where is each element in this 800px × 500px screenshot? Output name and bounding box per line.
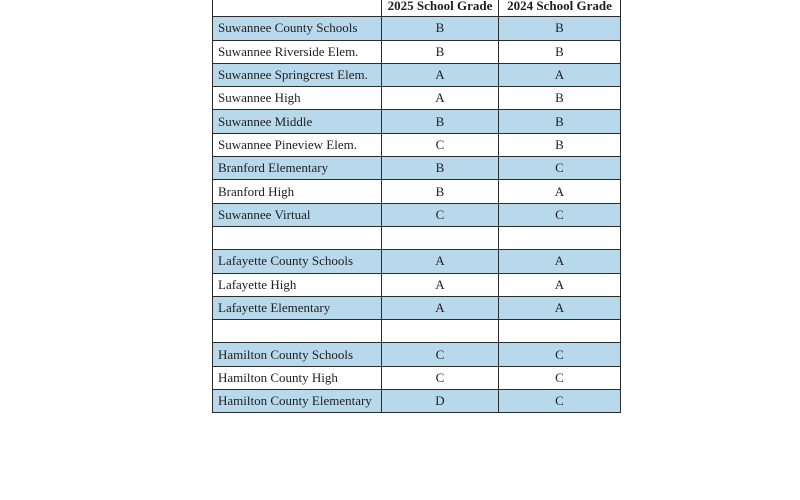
table-row: [213, 390, 621, 413]
school-name-cell: Suwannee County Schools: [213, 17, 382, 40]
school-name-cell: Hamilton County Schools: [213, 343, 382, 366]
grade-2024-cell: B: [499, 17, 621, 40]
grade-2025-cell: C: [382, 343, 499, 366]
table-body: [213, 17, 621, 413]
grade-2025-cell: B: [382, 17, 499, 40]
grade-2024-cell: C: [499, 157, 621, 180]
header-2024-grade: 2024 School Grade: [499, 0, 621, 17]
grade-2025-cell: A: [382, 296, 499, 319]
spacer-row: [213, 226, 621, 249]
table-row: [213, 250, 621, 273]
header-school-name: [213, 0, 382, 17]
grade-2025-cell: A: [382, 250, 499, 273]
grade-2025-cell: C: [382, 203, 499, 226]
table-row: [213, 203, 621, 226]
table-row: [213, 273, 621, 296]
table-row: [213, 110, 621, 133]
grade-2024-cell: B: [499, 87, 621, 110]
school-name-cell: Branford High: [213, 180, 382, 203]
grade-2025-cell: A: [382, 273, 499, 296]
grade-2024-cell: A: [499, 273, 621, 296]
grade-2025-cell: C: [382, 366, 499, 389]
school-name-cell: Suwannee Middle: [213, 110, 382, 133]
table-row: [213, 366, 621, 389]
grade-2025-cell: [382, 226, 499, 249]
grade-2024-cell: A: [499, 296, 621, 319]
table-row: [213, 87, 621, 110]
grade-2025-cell: A: [382, 63, 499, 86]
school-name-cell: Hamilton County Elementary: [213, 390, 382, 413]
table-row: [213, 296, 621, 319]
grade-2024-cell: A: [499, 63, 621, 86]
grade-2024-cell: C: [499, 390, 621, 413]
school-grades-table: [212, 0, 621, 413]
school-name-cell: [213, 226, 382, 249]
grade-2024-cell: B: [499, 110, 621, 133]
grade-2025-cell: A: [382, 87, 499, 110]
grade-2024-cell: [499, 226, 621, 249]
table-row: [213, 133, 621, 156]
grade-2025-cell: B: [382, 180, 499, 203]
table-row: [213, 343, 621, 366]
grade-2025-cell: B: [382, 110, 499, 133]
school-name-cell: Branford Elementary: [213, 157, 382, 180]
table-row: [213, 63, 621, 86]
grade-2024-cell: A: [499, 250, 621, 273]
school-name-cell: Lafayette High: [213, 273, 382, 296]
table-row: [213, 40, 621, 63]
grade-2024-cell: B: [499, 133, 621, 156]
spacer-row: [213, 320, 621, 343]
grade-2025-cell: C: [382, 133, 499, 156]
table-row: [213, 17, 621, 40]
grade-2024-cell: B: [499, 40, 621, 63]
table-row: [213, 180, 621, 203]
grade-2024-cell: [499, 320, 621, 343]
school-name-cell: [213, 320, 382, 343]
school-name-cell: Suwannee Pineview Elem.: [213, 133, 382, 156]
table-row: [213, 157, 621, 180]
header-2025-grade: 2025 School Grade: [382, 0, 499, 17]
grade-2025-cell: B: [382, 157, 499, 180]
grade-2024-cell: C: [499, 203, 621, 226]
grade-2024-cell: C: [499, 366, 621, 389]
school-name-cell: Suwannee Virtual: [213, 203, 382, 226]
school-name-cell: Suwannee Springcrest Elem.: [213, 63, 382, 86]
grade-2024-cell: C: [499, 343, 621, 366]
school-name-cell: Suwannee High: [213, 87, 382, 110]
grade-2025-cell: B: [382, 40, 499, 63]
school-name-cell: Lafayette Elementary: [213, 296, 382, 319]
header-row: [213, 0, 621, 17]
school-name-cell: Lafayette County Schools: [213, 250, 382, 273]
school-name-cell: Suwannee Riverside Elem.: [213, 40, 382, 63]
school-name-cell: Hamilton County High: [213, 366, 382, 389]
grade-2025-cell: [382, 320, 499, 343]
grade-2025-cell: D: [382, 390, 499, 413]
grade-2024-cell: A: [499, 180, 621, 203]
